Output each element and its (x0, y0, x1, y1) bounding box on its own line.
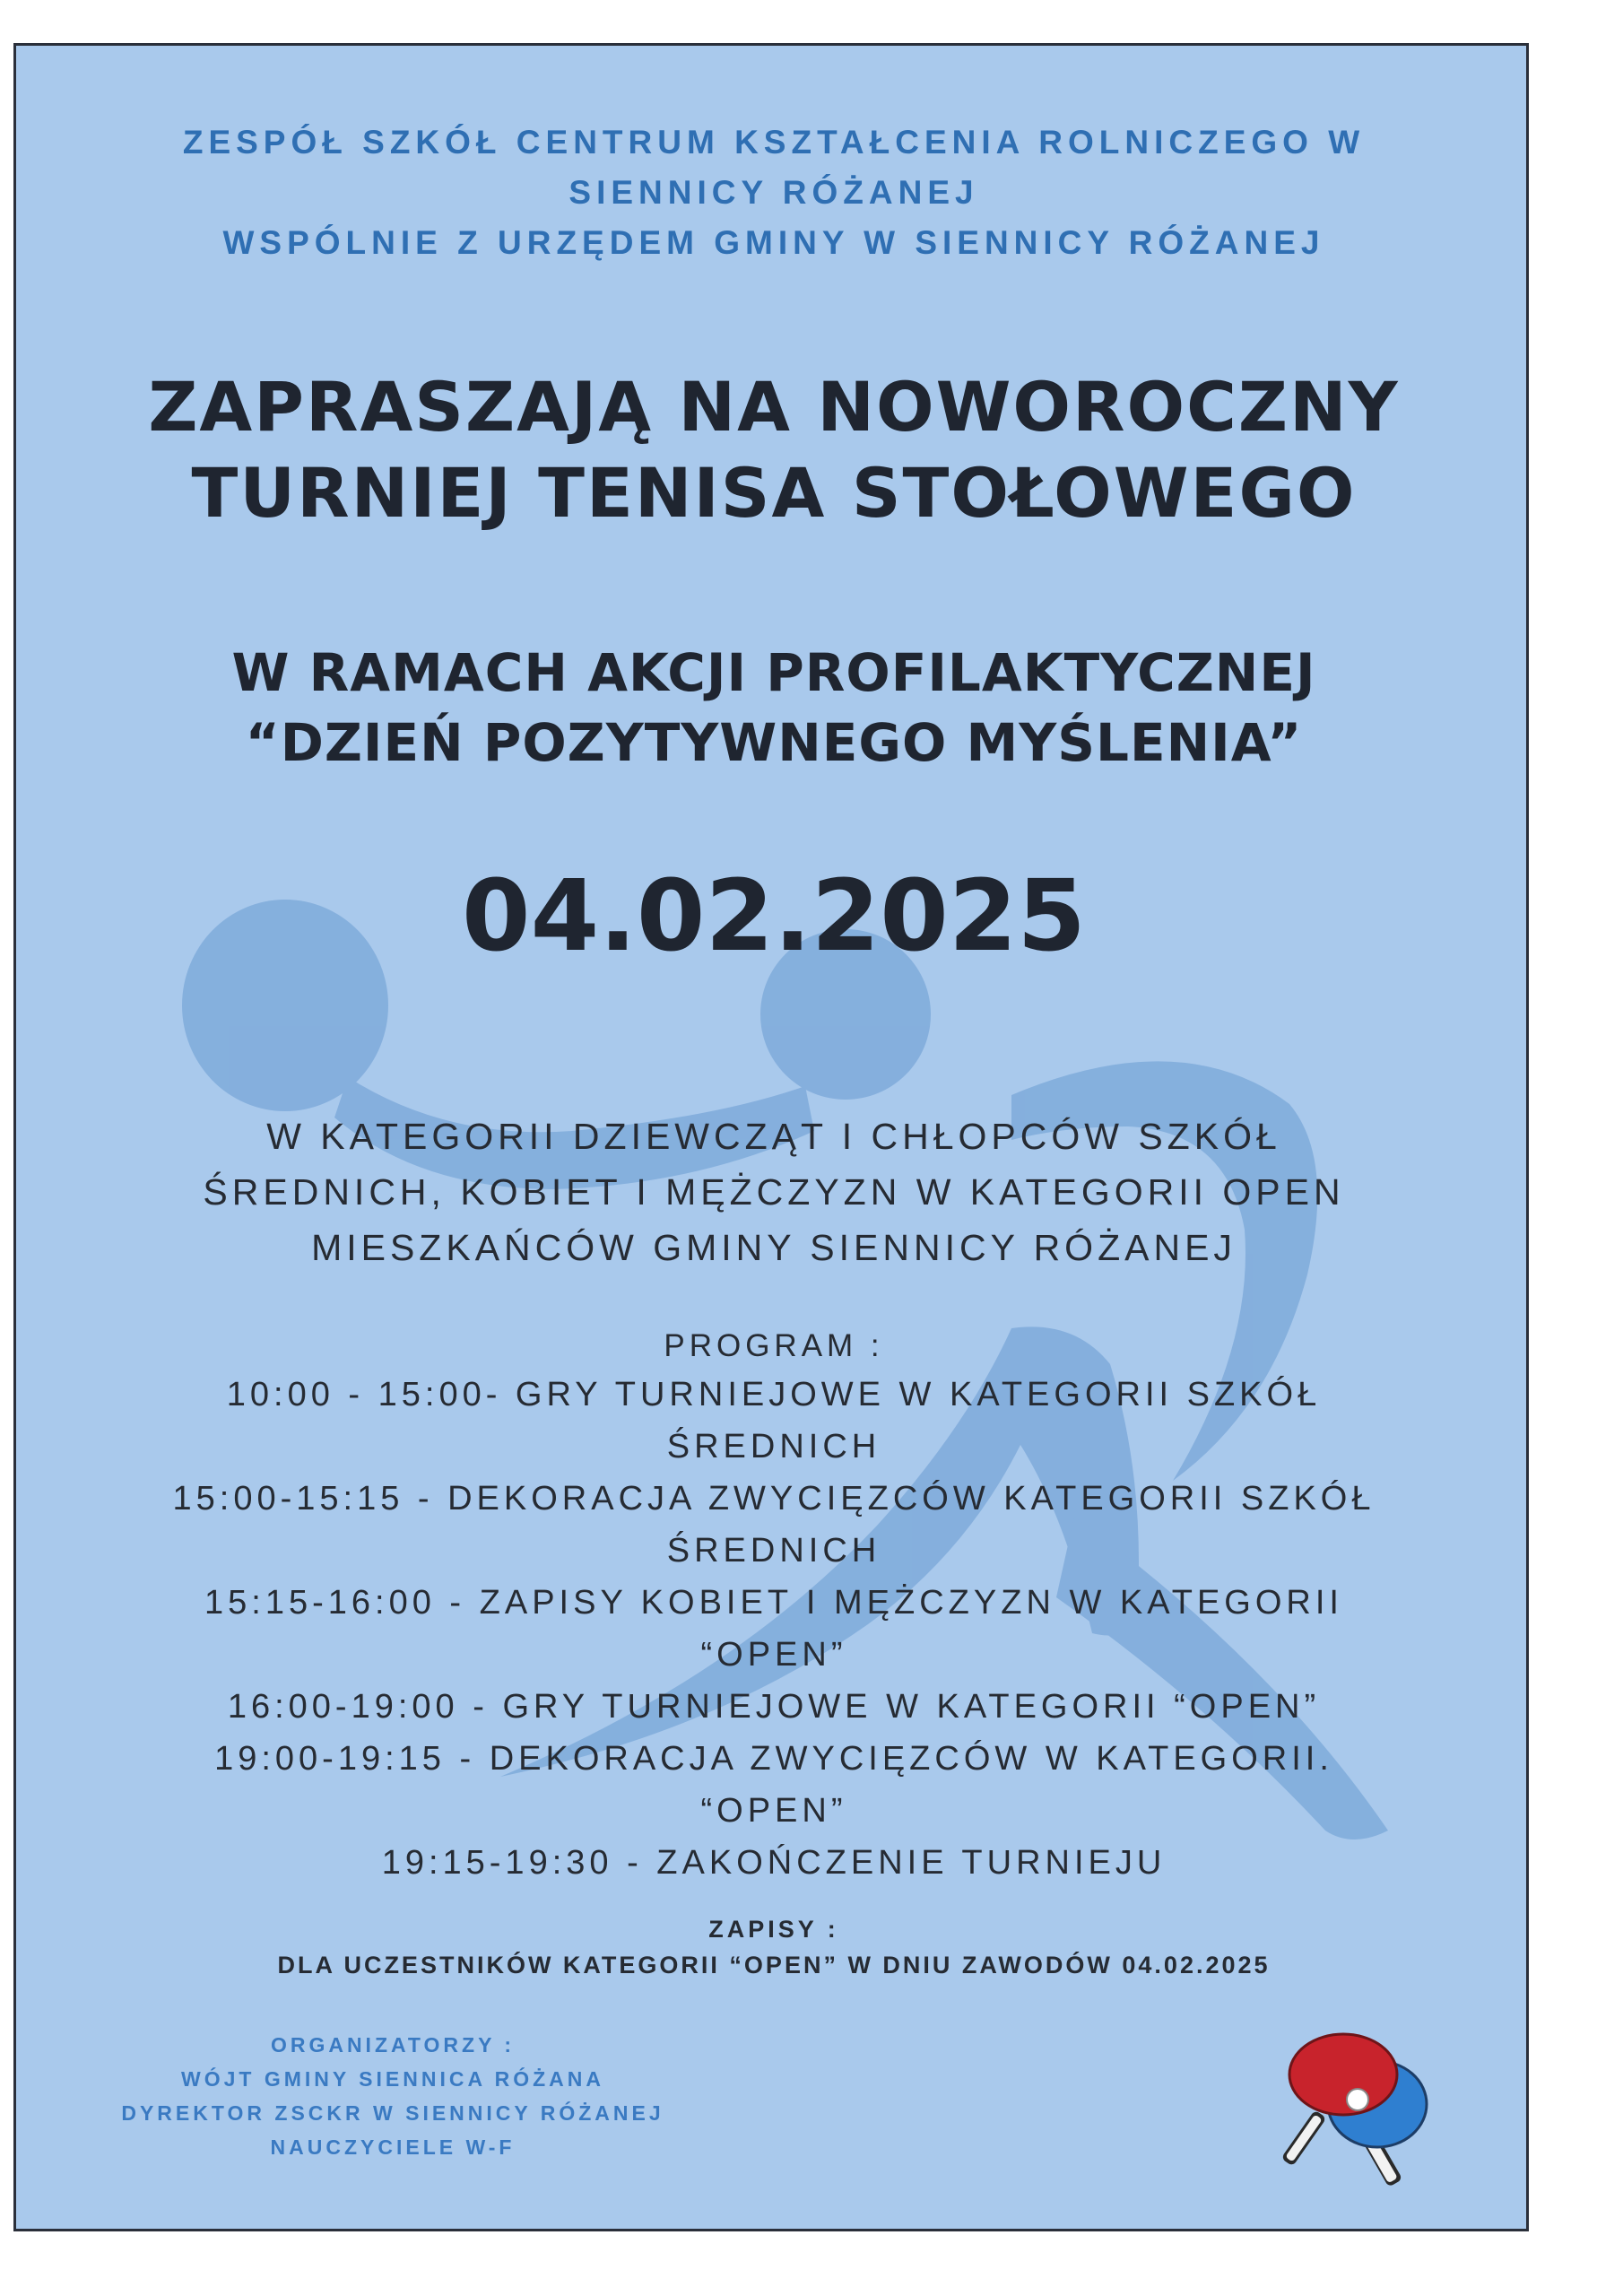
program-item: “OPEN” (700, 1636, 847, 1674)
program-item: ŚREDNICH (666, 1428, 881, 1465)
headline-line-2: TURNIEJ TENISA STOŁOWEGO (191, 453, 1357, 533)
organizers-line-3: NAUCZYCIELE W-F (270, 2135, 516, 2159)
registration-text: DLA UCZESTNIKÓW KATEGORII “OPEN” W DNIU ZAWODÓW 04.02.2025 (277, 1952, 1271, 1979)
categories-line-1: W KATEGORII DZIEWCZĄT I CHŁOPCÓW SZKÓŁ (266, 1116, 1281, 1157)
event-date: 04.02.2025 (462, 858, 1086, 973)
program-item: 19:15-19:30 - ZAKOŃCZENIE TURNIEJU (381, 1844, 1167, 1882)
program-item: 10:00 - 15:00- GRY TURNIEJOWE W KATEGORII SZKÓŁ (226, 1376, 1322, 1413)
headline-line-1: ZAPRASZAJĄ NA NOWOROCZNY (148, 367, 1400, 447)
header-line-1: ZESPÓŁ SZKÓŁ CENTRUM KSZTAŁCENIA ROLNICZEGO W (182, 124, 1366, 161)
categories-block (16, 1109, 1529, 1275)
ball-icon (1347, 2089, 1368, 2110)
program-item: 16:00-19:00 - GRY TURNIEJOWE W KATEGORII “OPEN” (227, 1688, 1321, 1726)
categories-line-3: MIESZKAŃCÓW GMINY SIENNICY RÓŻANEJ (311, 1227, 1237, 1268)
program-title: PROGRAM : (664, 1328, 884, 1363)
header-line-2: SIENNICY RÓŻANEJ (568, 174, 979, 211)
poster (13, 43, 1529, 2231)
registration-title: ZAPISY : (708, 1916, 839, 1943)
organizers-line-1: WÓJT GMINY SIENNICA RÓŻANA (180, 2067, 604, 2091)
organizers-line-2: DYREKTOR ZSCKR W SIENNICY RÓŻANEJ (121, 2101, 664, 2125)
organizers-title: ORGANIZATORZY : (270, 2033, 516, 2057)
program-item: “OPEN” (700, 1792, 847, 1830)
header-block (16, 117, 1529, 268)
program-item: 15:00-15:15 - DEKORACJA ZWYCIĘZCÓW KATEGORII SZKÓŁ (172, 1480, 1376, 1518)
categories-line-2: ŚREDNICH, KOBIET I MĘŻCZYZN W KATEGORII OPEN (203, 1171, 1345, 1213)
header-line-3: WSPÓLNIE Z URZĘDEM GMINY W SIENNICY RÓŻANEJ (222, 224, 1325, 261)
table-tennis-paddles-icon (1271, 2019, 1451, 2198)
program-item: 15:15-16:00 - ZAPISY KOBIET I MĘŻCZYZN W KATEGORII (204, 1584, 1343, 1622)
program-block (16, 1324, 1529, 1889)
subheadline-block (16, 638, 1529, 778)
program-item: ŚREDNICH (666, 1532, 881, 1570)
subheadline-line-1: W RAMACH AKCJI PROFILAKTYCZNEJ (231, 642, 1316, 703)
headline-block (16, 364, 1529, 536)
program-item: 19:00-19:15 - DEKORACJA ZWYCIĘZCÓW W KATEGORII. (214, 1740, 1333, 1778)
organizers-block (70, 2028, 716, 2164)
event-date-block (16, 857, 1529, 974)
subheadline-line-2: “DZIEŃ POZYTYWNEGO MYŚLENIA” (245, 712, 1303, 773)
registration-block (16, 1911, 1529, 1983)
